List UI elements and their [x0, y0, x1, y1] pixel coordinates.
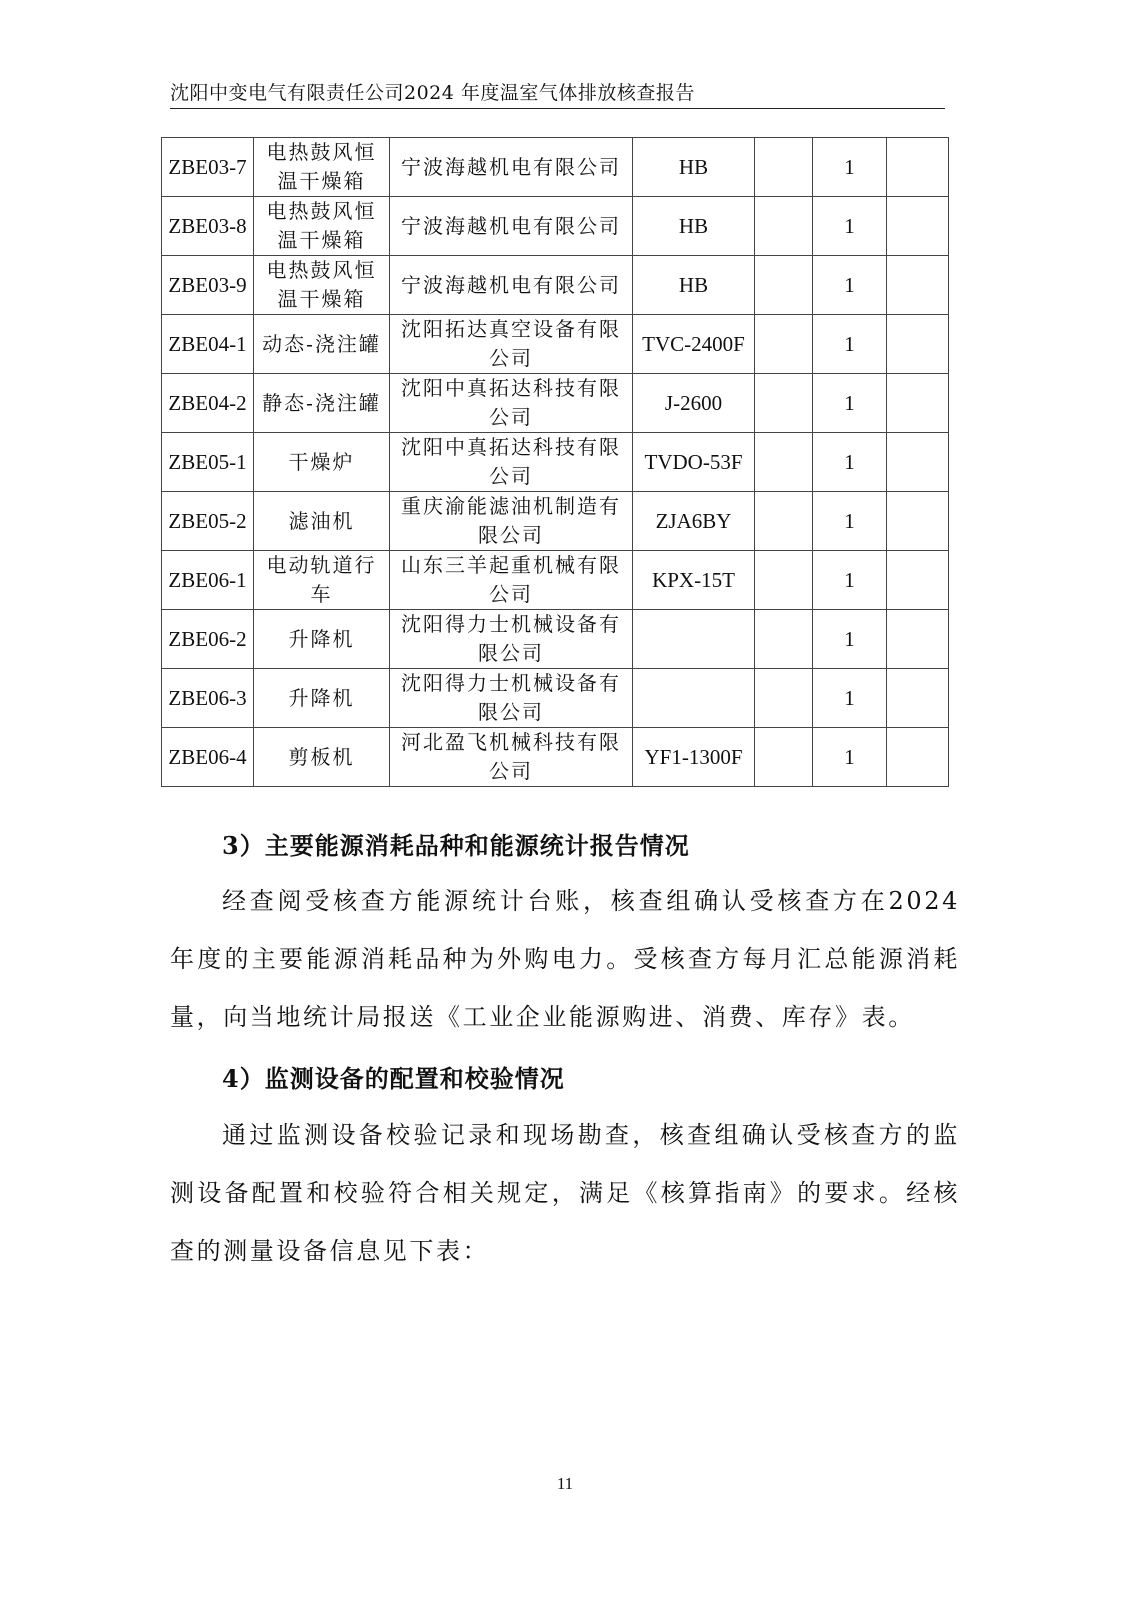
equipment-table [161, 137, 949, 787]
cell-quantity: 1 [813, 551, 887, 610]
section-3-heading: 3）主要能源消耗品种和能源统计报告情况 [222, 831, 690, 860]
cell-model: KPX-15T [633, 551, 755, 610]
cell-blank [887, 374, 949, 433]
cell-code: ZBE03-7 [162, 138, 254, 197]
cell-code: ZBE05-1 [162, 433, 254, 492]
cell-manufacturer: 山东三羊起重机械有限公司 [390, 551, 633, 610]
cell-blank [755, 374, 813, 433]
cell-code: ZBE06-1 [162, 551, 254, 610]
cell-code: ZBE06-3 [162, 669, 254, 728]
cell-manufacturer: 宁波海越机电有限公司 [390, 197, 633, 256]
cell-blank [755, 669, 813, 728]
cell-name: 静态-浇注罐 [254, 374, 390, 433]
cell-manufacturer: 重庆渝能滤油机制造有限公司 [390, 492, 633, 551]
table-row [162, 433, 949, 492]
cell-blank [887, 433, 949, 492]
cell-model: ZJA6BY [633, 492, 755, 551]
cell-blank [887, 138, 949, 197]
cell-blank [755, 315, 813, 374]
cell-blank [887, 551, 949, 610]
cell-name: 干燥炉 [254, 433, 390, 492]
cell-quantity: 1 [813, 256, 887, 315]
cell-name: 升降机 [254, 669, 390, 728]
cell-name: 升降机 [254, 610, 390, 669]
cell-name: 电热鼓风恒温干燥箱 [254, 197, 390, 256]
cell-manufacturer: 沈阳拓达真空设备有限公司 [390, 315, 633, 374]
section-4-paragraph: 通过监测设备校验记录和现场勘查，核查组确认受核查方的监测设备配置和校验符合相关规定，满足《核算指南》的要求。经核查的测量设备信息见下表： [170, 1121, 960, 1265]
cell-code: ZBE06-4 [162, 728, 254, 787]
table-row [162, 492, 949, 551]
cell-blank [755, 256, 813, 315]
cell-quantity: 1 [813, 138, 887, 197]
cell-code: ZBE05-2 [162, 492, 254, 551]
cell-blank [755, 433, 813, 492]
cell-manufacturer: 宁波海越机电有限公司 [390, 138, 633, 197]
cell-model: YF1-1300F [633, 728, 755, 787]
table-row [162, 138, 949, 197]
cell-name: 滤油机 [254, 492, 390, 551]
cell-manufacturer: 沈阳得力士机械设备有限公司 [390, 610, 633, 669]
page-number: 11 [556, 1474, 574, 1493]
cell-blank [755, 492, 813, 551]
cell-quantity: 1 [813, 669, 887, 728]
table-row [162, 315, 949, 374]
cell-blank [887, 610, 949, 669]
cell-blank [755, 551, 813, 610]
cell-blank [755, 138, 813, 197]
cell-model: HB [633, 256, 755, 315]
cell-code: ZBE04-2 [162, 374, 254, 433]
table-row [162, 610, 949, 669]
cell-code: ZBE03-9 [162, 256, 254, 315]
table-row [162, 669, 949, 728]
cell-code: ZBE03-8 [162, 197, 254, 256]
cell-quantity: 1 [813, 610, 887, 669]
cell-quantity: 1 [813, 197, 887, 256]
cell-model: HB [633, 197, 755, 256]
section-3-paragraph: 经查阅受核查方能源统计台账，核查组确认受核查方在2024 年度的主要能源消耗品种为外购电力。受核查方每月汇总能源消耗量，向当地统计局报送《工业企业能源购进、消费、库存》表。 [170, 887, 960, 1031]
cell-name: 电热鼓风恒温干燥箱 [254, 138, 390, 197]
table-row [162, 374, 949, 433]
cell-blank [887, 492, 949, 551]
cell-manufacturer: 沈阳得力士机械设备有限公司 [390, 669, 633, 728]
cell-model: TVDO-53F [633, 433, 755, 492]
cell-quantity: 1 [813, 433, 887, 492]
cell-manufacturer: 沈阳中真拓达科技有限公司 [390, 374, 633, 433]
cell-quantity: 1 [813, 492, 887, 551]
cell-quantity: 1 [813, 374, 887, 433]
section-4-heading: 4）监测设备的配置和校验情况 [222, 1064, 565, 1093]
cell-model: HB [633, 138, 755, 197]
table-row [162, 197, 949, 256]
table-row [162, 728, 949, 787]
cell-name: 剪板机 [254, 728, 390, 787]
cell-model [633, 610, 755, 669]
cell-code: ZBE04-1 [162, 315, 254, 374]
cell-blank [887, 728, 949, 787]
cell-code: ZBE06-2 [162, 610, 254, 669]
cell-quantity: 1 [813, 728, 887, 787]
cell-quantity: 1 [813, 315, 887, 374]
cell-manufacturer: 河北盈飞机械科技有限公司 [390, 728, 633, 787]
cell-model [633, 669, 755, 728]
cell-blank [755, 197, 813, 256]
cell-name: 电热鼓风恒温干燥箱 [254, 256, 390, 315]
table-row [162, 551, 949, 610]
cell-blank [887, 315, 949, 374]
equipment-table-body [162, 138, 949, 787]
header-rule [170, 108, 945, 109]
cell-name: 电动轨道行车 [254, 551, 390, 610]
table-row [162, 256, 949, 315]
cell-blank [887, 197, 949, 256]
cell-model: J-2600 [633, 374, 755, 433]
cell-name: 动态-浇注罐 [254, 315, 390, 374]
cell-blank [887, 256, 949, 315]
cell-blank [887, 669, 949, 728]
cell-manufacturer: 沈阳中真拓达科技有限公司 [390, 433, 633, 492]
cell-manufacturer: 宁波海越机电有限公司 [390, 256, 633, 315]
cell-blank [755, 610, 813, 669]
report-header-title: 沈阳中变电气有限责任公司2024 年度温室气体排放核查报告 [170, 82, 695, 104]
cell-blank [755, 728, 813, 787]
cell-model: TVC-2400F [633, 315, 755, 374]
